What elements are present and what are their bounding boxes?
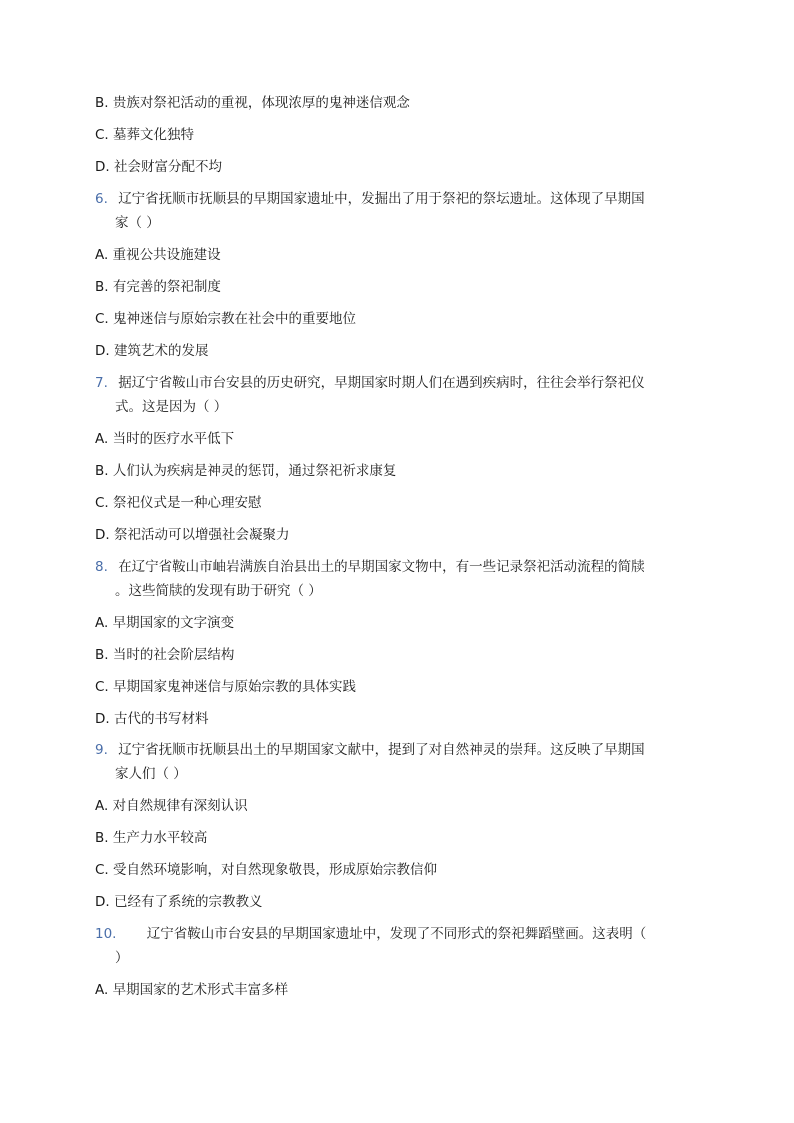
question-number: 9. bbox=[95, 742, 108, 758]
q6-option-d: D. 建筑艺术的发展 bbox=[95, 343, 209, 359]
question-text: 辽宁省鞍山市台安县的早期国家遗址中，发现了不同形式的祭祀舞蹈壁画。这表明（ bbox=[146, 926, 647, 942]
q7-option-b: B. 人们认为疾病是神灵的惩罚，通过祭祀祈求康复 bbox=[95, 463, 397, 479]
q9-option-d: D. 已经有了系统的宗教教义 bbox=[95, 894, 263, 910]
question-8 bbox=[95, 559, 645, 575]
q6-option-a: A. 重视公共设施建设 bbox=[95, 247, 221, 263]
q6-option-c: C. 鬼神迷信与原始宗教在社会中的重要地位 bbox=[95, 311, 357, 327]
q8-option-b: B. 当时的社会阶层结构 bbox=[95, 647, 235, 663]
question-number: 6. bbox=[95, 191, 108, 207]
option-d: D. 社会财富分配不均 bbox=[95, 159, 222, 175]
question-10 bbox=[95, 926, 646, 942]
q7-option-d: D. 祭祀活动可以增强社会凝聚力 bbox=[95, 527, 290, 543]
question-6 bbox=[95, 191, 645, 207]
q8-option-d: D. 古代的书写材料 bbox=[95, 711, 209, 727]
question-text: 据辽宁省鞍山市台安县的历史研究，早期国家时期人们在遇到疾病时，往往会举行祭祀仪 bbox=[118, 375, 645, 391]
question-6-continued: 家（ ） bbox=[115, 215, 160, 231]
q7-option-a: A. 当时的医疗水平低下 bbox=[95, 431, 235, 447]
question-7-continued: 式。这是因为（ ） bbox=[115, 399, 228, 415]
question-7 bbox=[95, 375, 645, 391]
q9-option-a: A. 对自然规律有深刻认识 bbox=[95, 798, 248, 814]
q10-option-a: A. 早期国家的艺术形式丰富多样 bbox=[95, 982, 289, 998]
q6-option-b: B. 有完善的祭祀制度 bbox=[95, 279, 221, 295]
question-text: 在辽宁省鞍山市岫岩满族自治县出土的早期国家文物中，有一些记录祭祀活动流程的简牍 bbox=[118, 559, 645, 575]
question-number: 7. bbox=[95, 375, 108, 391]
question-number: 10. bbox=[95, 926, 117, 942]
q7-option-c: C. 祭祀仪式是一种心理安慰 bbox=[95, 495, 262, 511]
question-text: 辽宁省抚顺市抚顺县的早期国家遗址中，发掘出了用于祭祀的祭坛遗址。这体现了早期国 bbox=[118, 191, 645, 207]
q9-option-c: C. 受自然环境影响，对自然现象敬畏，形成原始宗教信仰 bbox=[95, 862, 438, 878]
question-9-continued: 家人们（ ） bbox=[115, 766, 187, 782]
question-8-continued: 。这些简牍的发现有助于研究（ ） bbox=[115, 583, 322, 599]
question-10-continued: ） bbox=[115, 950, 129, 966]
option-b: B. 贵族对祭祀活动的重视，体现浓厚的鬼神迷信观念 bbox=[95, 95, 410, 111]
question-number: 8. bbox=[95, 559, 108, 575]
q9-option-b: B. 生产力水平较高 bbox=[95, 830, 208, 846]
question-9 bbox=[95, 742, 645, 758]
option-c: C. 墓葬文化独特 bbox=[95, 127, 195, 143]
q8-option-c: C. 早期国家鬼神迷信与原始宗教的具体实践 bbox=[95, 679, 357, 695]
question-text: 辽宁省抚顺市抚顺县出土的早期国家文献中，提到了对自然神灵的崇拜。这反映了早期国 bbox=[118, 742, 645, 758]
q8-option-a: A. 早期国家的文字演变 bbox=[95, 615, 235, 631]
